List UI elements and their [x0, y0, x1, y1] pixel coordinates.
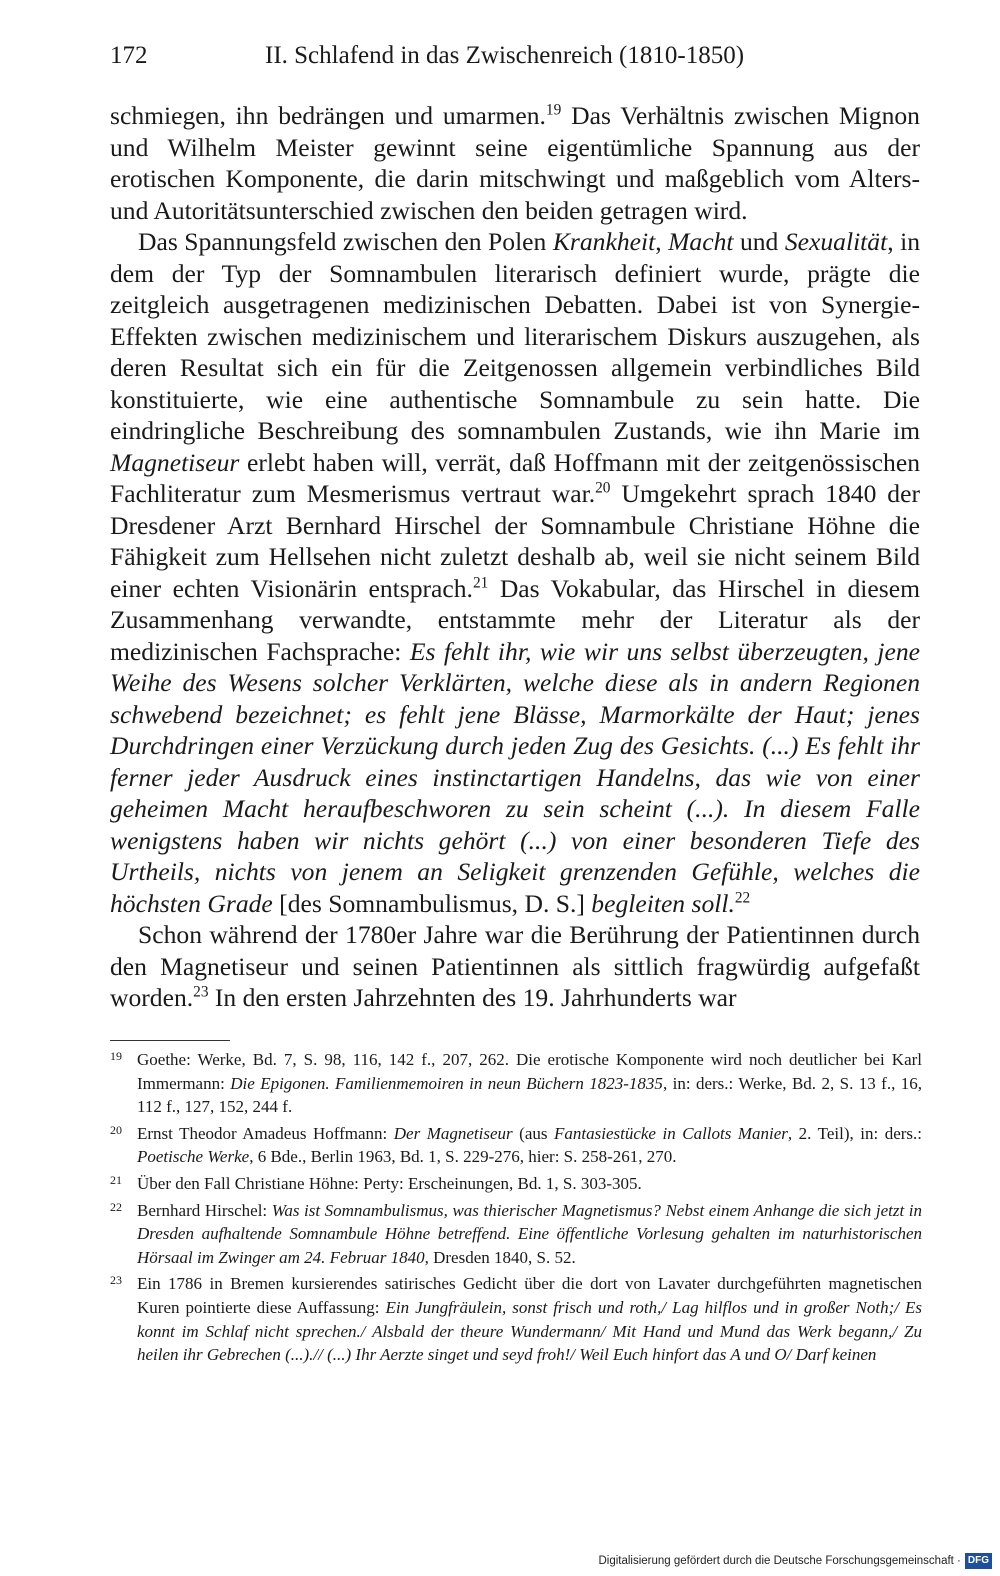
text-run: (aus [512, 1123, 555, 1143]
footnote-number: 20 [110, 1122, 122, 1137]
footnote-21 [110, 1172, 922, 1196]
text-run: Über den Fall Christiane Höhne: Perty: Erscheinungen, Bd. 1, S. 303-305. [137, 1173, 642, 1193]
text-run: , in: ders.: Werke, Bd. 2, S. 13 f., 16, 112 f., 127, 152, 244 f. [137, 1073, 923, 1117]
text-run: , Dresden 1840, S. 52. [424, 1247, 576, 1267]
footnotes [110, 1048, 922, 1370]
paragraph-2 [110, 226, 920, 919]
page-number: 172 [110, 42, 148, 69]
footnote-ref-21: 21 [472, 573, 489, 591]
text-run: , 2. Teil), in: ders.: [787, 1123, 923, 1143]
italic-title: Poetische Werke [137, 1147, 250, 1167]
italic-quotation: Es fehlt ihr, wie wir uns selbst überzeugten, jene Weihe des Wesens solcher Verklärten, welche diese als in andern Regionen schwebend bezeichnet; es fehlt jene Blässe, Marmorkälte der Haut; jenes Durchdringen einer Verzückung durch jeden Zug des Gesichts. (...) Es fehlt ihr ferner jeder Ausdruck eines instinctartigen Handelns, das wie von einer geheimen Macht heraufbeschworen zu sein scheint (...). In diesem Falle wenigstens haben wir nichts gehört (...) von einer besonderen Tiefe des Urtheils, nichts von jenem an Seligkeit grenzenden Gefühle, welches die höchsten Grade [110, 636, 920, 918]
footnote-separator [110, 1040, 230, 1041]
footnote-19 [110, 1048, 922, 1119]
text-run: Das Spannungsfeld zwischen den Polen [138, 227, 553, 256]
text-run: Umgekehrt sprach 1840 der Dresdener Arzt Bernhard Hirschel der Somnambule Christiane Höhne die Fähigkeit zum Hellsehen nicht zuletzt deshalb ab, weil sie nicht seinem Bild einer echten Visionärin entsprach. [110, 479, 920, 603]
text-run: , [655, 227, 669, 256]
footnote-number: 21 [110, 1172, 122, 1187]
footnote-number: 23 [110, 1273, 122, 1288]
italic-title: Magnetiseur [110, 447, 240, 477]
footnote-22 [110, 1199, 922, 1270]
italic-title: Der Magnetiseur [393, 1123, 513, 1143]
text-run: schmiegen, ihn bedrängen und umarmen. [110, 101, 546, 130]
footnote-23 [110, 1272, 922, 1366]
italic-quotation: Ein Jungfräulein, sonst frisch und roth,/ Lag hilflos und in großer Noth;/ Es konnt im Schlaf nicht sprechen./ Alsbald der theure Wundermann/ Mit Hand und Mund das Werk begann,/ Zu heilen ihr Gebrechen (...).// (...) Ihr Aerzte singet und seyd froh!/ Weil Euch hinfort das A und O/ Darf keinen [137, 1297, 922, 1365]
italic-term: Macht [668, 227, 734, 256]
text-run: Ernst Theodor Amadeus Hoffmann: [137, 1123, 394, 1143]
running-head: II. Schlafend in das Zwischenreich (1810-1850) [265, 42, 745, 69]
page-header [110, 36, 920, 76]
italic-title: Die Epigonen. Familienmemoiren in neun Büchern 1823-1835 [230, 1073, 663, 1093]
footnote-ref-23: 23 [193, 983, 209, 1001]
text-run: Bernhard Hirschel: [137, 1200, 272, 1220]
text-run: , in dem der Typ der Somnambulen literarisch definiert wurde, prägte die zeitgleich ausgetragenen medizinischen Debatten. Dabei ist von Synergie-Effekten zwischen medizinischem und literarischem Diskurs auszugehen, als deren Resultat sich ein für die Zeitgenossen allgemein verbindliches Bild konstituierte, wie eine authentische Somnambule zu sein hatte. Die eindringliche Beschreibung des somnambulen Zustands, wie ihn Marie im [110, 227, 920, 445]
dfg-logo: DFG [965, 1553, 992, 1569]
main-text [110, 100, 920, 1014]
digitization-credit [598, 1552, 992, 1570]
italic-term: Krankheit [552, 227, 656, 256]
footnote-number: 22 [110, 1199, 122, 1214]
text-run: Schon während der 1780er Jahre war die Berührung der Patientinnen durch den Magnetiseur und seinen Patientinnen als sittlich fragwürdig aufgefaßt worden. [110, 920, 920, 1012]
italic-title: Was ist Somnambulismus, was thierischer Magnetismus? Nebst einem Anhange die sich jetzt in Dresden aufhaltende Somnambule Höhne betreffend. Eine öffentliche Vorlesung gehalten im naturhistorischen Hörsaal im Zwinger am 24. Februar 1840 [137, 1200, 922, 1267]
footnote-ref-20: 20 [595, 479, 611, 497]
footnote-20 [110, 1122, 922, 1169]
text-run: In den ersten Jahrzehnten des 19. Jahrhunderts war [208, 983, 737, 1012]
text-run: und [733, 227, 785, 256]
footnote-ref-19: 19 [545, 101, 562, 119]
paragraph-3 [110, 919, 920, 1014]
paragraph-1 [110, 100, 920, 226]
footnote-ref-22: 22 [734, 888, 751, 906]
italic-term: Sexualität [784, 227, 888, 256]
text-run: Das Vokabular, das Hirschel in diesem Zusammenhang verwandte, entstammte mehr der Literatur als der medizinischen Fachsprache: [110, 573, 920, 666]
text-run: Das Verhältnis zwischen Mignon und Wilhelm Meister gewinnt seine eigentümliche Spannung aus der erotischen Komponente, die darin mitschwingt und maßgeblich vom Alters- und Autoritätsunterschied zwischen den beiden getragen wird. [110, 101, 920, 225]
credit-text: Digitalisierung gefördert durch die Deutsche Forschungsgemeinschaft · [598, 1555, 961, 1567]
text-run: Goethe: Werke, Bd. 7, S. 98, 116, 142 f., 207, 262. Die erotische Komponente wird noch deutlicher bei Karl Immermann: [137, 1050, 922, 1093]
text-run: [des Somnambulismus, D. S.] [272, 888, 592, 918]
footnote-number: 19 [110, 1049, 122, 1063]
text-run: erlebt haben will, verrät, daß Hoffmann mit der zeitgenössischen Fachliteratur zum Mesmerismus vertraut war. [110, 447, 920, 508]
italic-title: Fantasiestücke in Callots Manier [554, 1123, 788, 1143]
text-run: Ein 1786 in Bremen kursierendes satirisches Gedicht über die dort von Lavater durchgeführten magnetischen Kuren pointierte diese Auffassung: [137, 1274, 922, 1317]
text-run: , 6 Bde., Berlin 1963, Bd. 1, S. 229-276, hier: S. 258-261, 270. [249, 1147, 677, 1167]
italic-quotation: begleiten soll. [591, 888, 735, 918]
